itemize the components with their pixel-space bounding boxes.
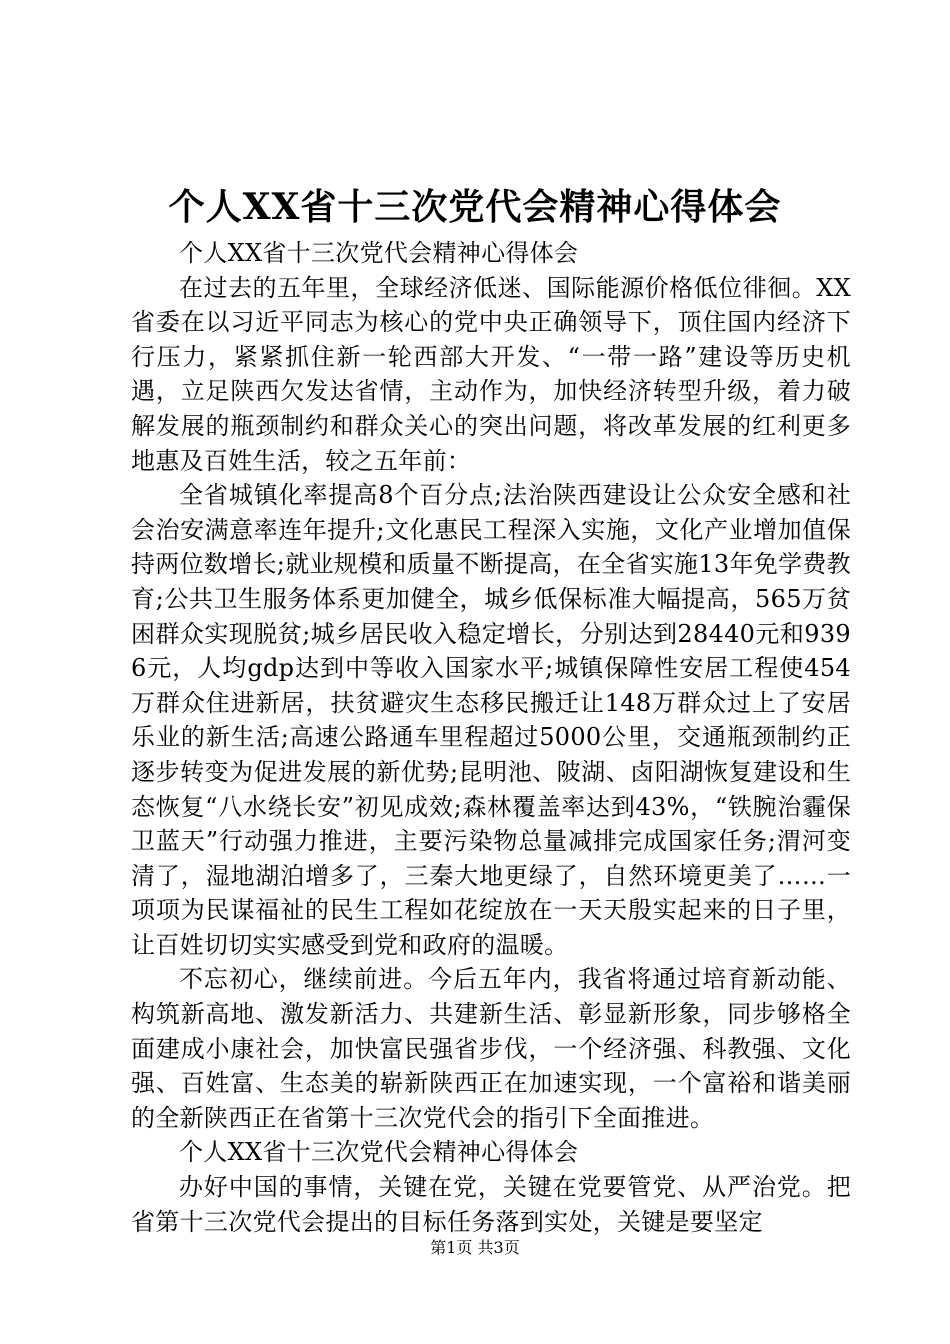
paragraph-intro: 在过去的五年里，全球经济低迷、国际能源价格低位徘徊。XX省委在以习近平同志为核心的党中央正确领导下，顶住国内经济下行压力，紧紧抓住新一轮西部大开发、“一带一路”建设等历史机遇，立足陕西欠发达省情，主动作为，加快经济转型升级，着力破解发展的瓶颈制约和群众关心的突出问题，将改革发展的红利更多地惠及百姓生活，较之五年前：: [131, 273, 851, 475]
page-number-footer: 第1页 共3页: [430, 1238, 520, 1257]
paragraph-subtitle-1: 个人XX省十三次党代会精神心得体会: [179, 239, 579, 267]
document-title: 个人XX省十三次党代会精神心得体会: [168, 186, 782, 228]
paragraph-achievements: 全省城镇化率提高8个百分点;法治陕西建设让公众安全感和社会治安满意率连年提升;文化惠民工程深入实施，文化产业增加值保持两位数增长;就业规模和质量不断提高，在全省实施13年免学费教育;公共卫生服务体系更加健全，城乡低保标准大幅提高，565万贫困群众实现脱贫;城乡居民收入稳定增长，分别达到28440元和9396元，人均gdp达到中等收入国家水平;城镇保障性安居工程使454万群众住进新居，扶贫避灾生态移民搬迁让148万群众过上了安居乐业的新生活;高速公路通车里程超过5000公里，交通瓶颈制约正逐步转变为促进发展的新优势;昆明池、陂湖、卤阳湖恢复建设和生态恢复“八水绕长安”初见成效;森林覆盖率达到43%，“铁腕治霾保卫蓝天”行动强力推进，主要污染物总量减排完成国家任务;渭河变清了，湿地湖泊增多了，三秦大地更绿了，自然环境更美了……一项项为民谋福祉的民生工程如花绽放在一天天殷实起来的日子里，让百姓切切实实感受到党和政府的温暖。: [131, 481, 851, 959]
document-body: [131, 236, 851, 1239]
paragraph-outlook: 不忘初心，继续前进。今后五年内，我省将通过培育新动能、构筑新高地、激发新活力、共建新生活、彰显新形象，同步够格全面建成小康社会，加快富民强省步伐，一个经济强、科教强、文化强、百姓富、生态美的崭新陕西正在加速实现，一个富裕和谐美丽的全新陕西正在省第十三次党代会的指引下全面推进。: [131, 965, 851, 1132]
paragraph-party-governance: 办好中国的事情，关键在党，关键在党要管党、从严治党。把省第十三次党代会提出的目标任务落到实处，关键是要坚定: [131, 1173, 851, 1236]
paragraph-subtitle-2: 个人XX省十三次党代会精神心得体会: [179, 1138, 579, 1167]
